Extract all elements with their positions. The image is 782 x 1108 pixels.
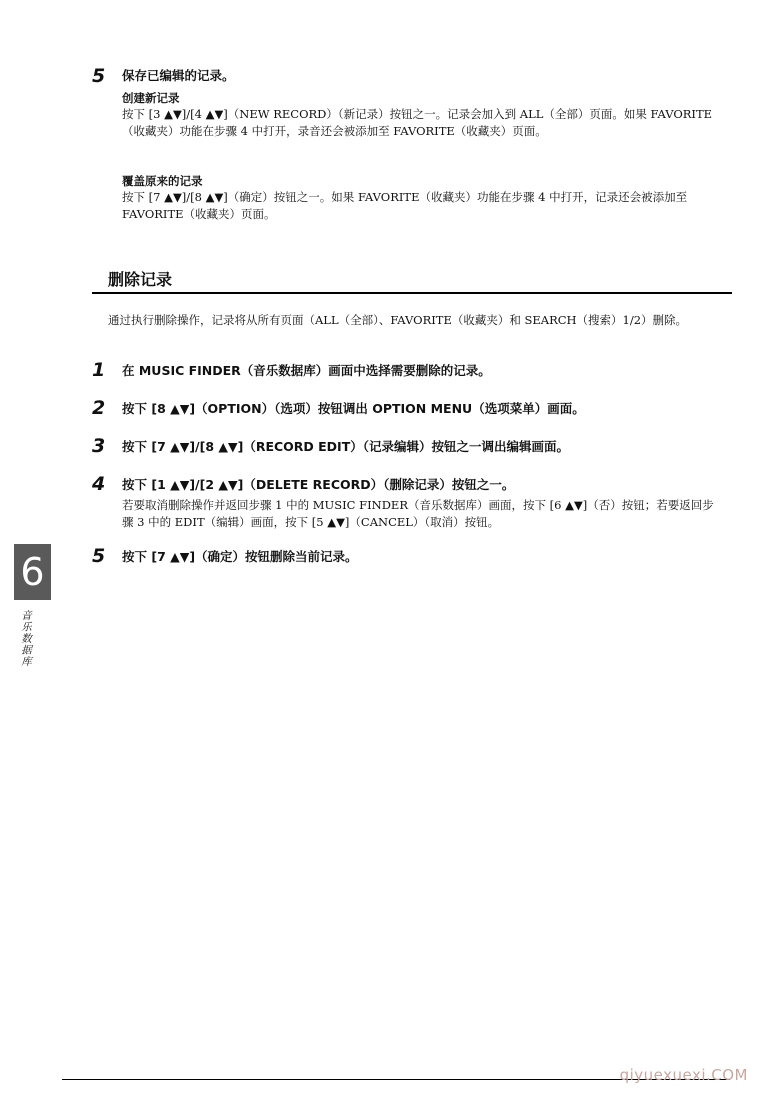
step-number: 5 [92,65,106,87]
step-title: 按下 [8 ▲▼]（OPTION）（选项）按钮调出 OPTION MENU（选项菜单）画面。 [122,401,585,416]
section-title: 删除记录 [108,270,173,289]
step-title: 保存已编辑的记录。 [122,68,235,83]
step-number: 1 [92,359,106,381]
chapter-label: 音乐数据库 [20,610,32,668]
step-title: 在 MUSIC FINDER（音乐数据库）画面中选择需要删除的记录。 [122,363,491,378]
section-rule [92,292,732,294]
step-title: 按下 [7 ▲▼]（确定）按钮删除当前记录。 [122,549,358,564]
step-number: 2 [92,397,106,419]
new-record-text: 按下 [3 ▲▼]/[4 ▲▼]（NEW RECORD）（新记录）按钮之一。记录会加入到 ALL（全部）页面。如果 FAVORITE（收藏夹）功能在步骤 4 中打开，录音还会被添加至 FAVORITE（收藏夹）页面。 [122,107,713,138]
step-number: 3 [92,435,106,457]
subheading-new-record: 创建新记录 [122,91,180,105]
step-number: 5 [92,545,106,567]
subheading-overwrite: 覆盖原来的记录 [122,174,203,188]
chapter-number: 6 [20,550,45,594]
step-title: 按下 [7 ▲▼]/[8 ▲▼]（RECORD EDIT）（记录编辑）按钮之一调出编辑画面。 [122,439,569,454]
watermark: qiyuexuexi.COM [619,1066,748,1084]
chapter-tab [14,544,51,600]
step-note: 若要取消删除操作并返回步骤 1 中的 MUSIC FINDER（音乐数据库）画面，按下 [6 ▲▼]（否）按钮；若要返回步骤 3 中的 EDIT（编辑）画面，按下 [5 ▲▼]（CANCEL）（取消）按钮。 [122,498,714,529]
step-title: 按下 [1 ▲▼]/[2 ▲▼]（DELETE RECORD）（删除记录）按钮之一。 [122,477,515,492]
section-intro: 通过执行删除操作，记录将从所有页面（ALL（全部）、FAVORITE（收藏夹）和 SEARCH（搜索）1/2）删除。 [108,313,688,327]
overwrite-text: 按下 [7 ▲▼]/[8 ▲▼]（确定）按钮之一。如果 FAVORITE（收藏夹）功能在步骤 4 中打开，记录还会被添加至 FAVORITE（收藏夹）页面。 [122,190,688,221]
step-number: 4 [92,473,106,495]
